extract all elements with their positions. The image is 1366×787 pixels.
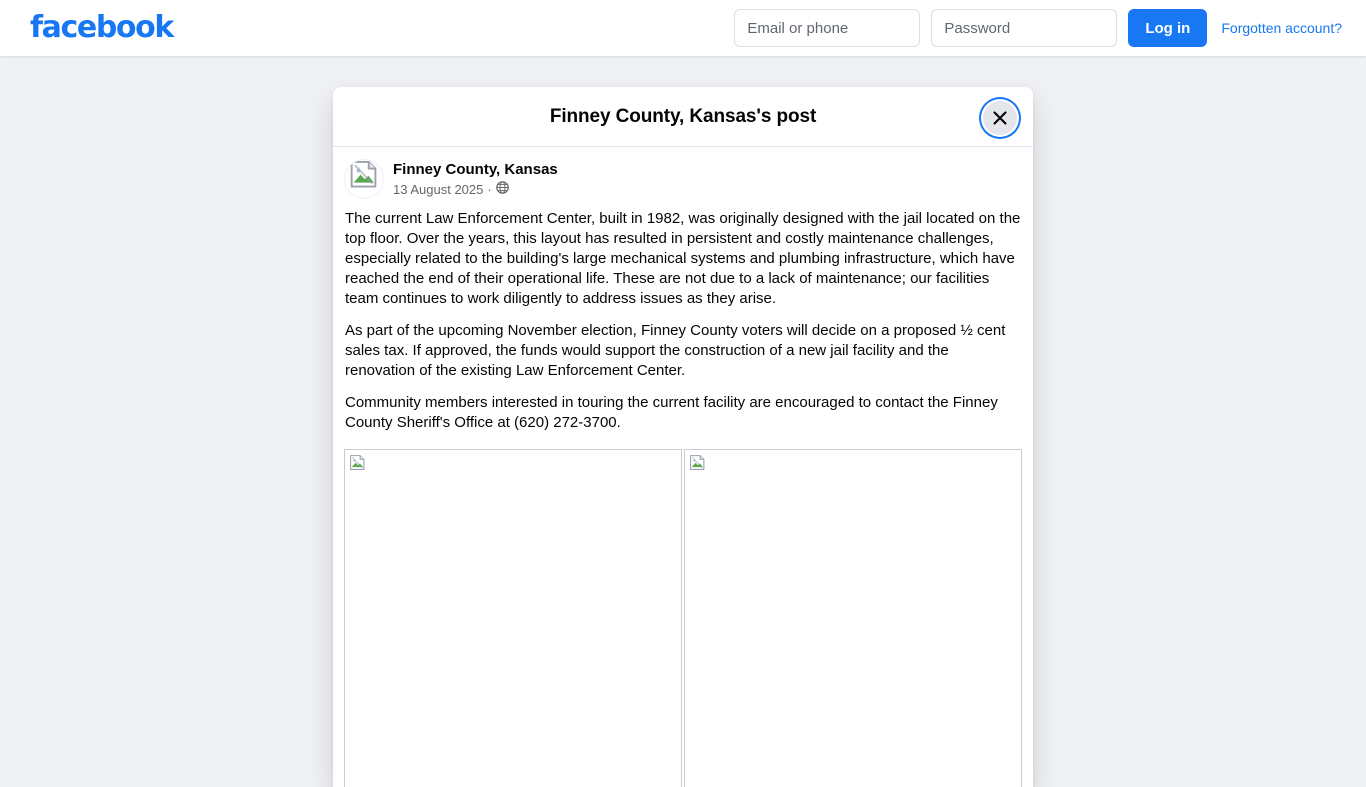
facebook-logo[interactable]: facebook (30, 10, 173, 45)
dialog-header (333, 87, 1033, 147)
log-in-button[interactable]: Log in (1128, 9, 1207, 47)
post-author-name[interactable]: Finney County, Kansas (393, 161, 558, 178)
post-image[interactable] (684, 449, 1022, 787)
post-image[interactable] (344, 449, 682, 787)
email-or-phone-input[interactable] (734, 9, 920, 47)
globe-icon[interactable] (496, 181, 509, 199)
post-dialog (333, 87, 1033, 787)
post-media-grid (344, 449, 1022, 787)
post-date[interactable]: 13 August 2025 (393, 182, 484, 197)
dialog-title: Finney County, Kansas's post (549, 105, 817, 127)
post-text (344, 209, 1022, 433)
post-paragraph: As part of the upcoming November election, Finney County voters will decide on a proposed ½ cent sales tax. If approved, the funds would support the construction of a new jail facility and the renovation of the existing Law Enforcement Center. (345, 322, 1006, 379)
broken-image-icon (349, 159, 379, 199)
broken-image-icon (349, 454, 366, 476)
forgotten-account-link[interactable]: Forgotten account? (1221, 20, 1342, 36)
post-meta (393, 181, 558, 199)
post-paragraph: The current Law Enforcement Center, built in 1982, was originally designed with the jail located on the top floor. Over the years, this layout has resulted in persistent and costly maintenance challenges, especially related to the building's large mechanical systems and plumbing infrastructure, which have reached the end of their operational life. These are not due to a lack of maintenance; our facilities team continues to work diligently to address issues as they arise. (345, 210, 1021, 307)
post-author-row (344, 159, 1022, 209)
close-icon (992, 110, 1008, 126)
close-button[interactable] (983, 101, 1017, 135)
post-content (333, 147, 1033, 787)
broken-image-icon (689, 454, 706, 476)
post-paragraph: Community members interested in touring the current facility are encouraged to contact the Finney County Sheriff's Office at (620) 272-3700. (345, 394, 998, 431)
avatar[interactable] (344, 159, 384, 199)
login-form (734, 9, 1342, 47)
top-navigation-bar (0, 0, 1366, 56)
meta-separator: · (487, 182, 492, 197)
post-author-meta (393, 159, 558, 199)
password-input[interactable] (931, 9, 1117, 47)
